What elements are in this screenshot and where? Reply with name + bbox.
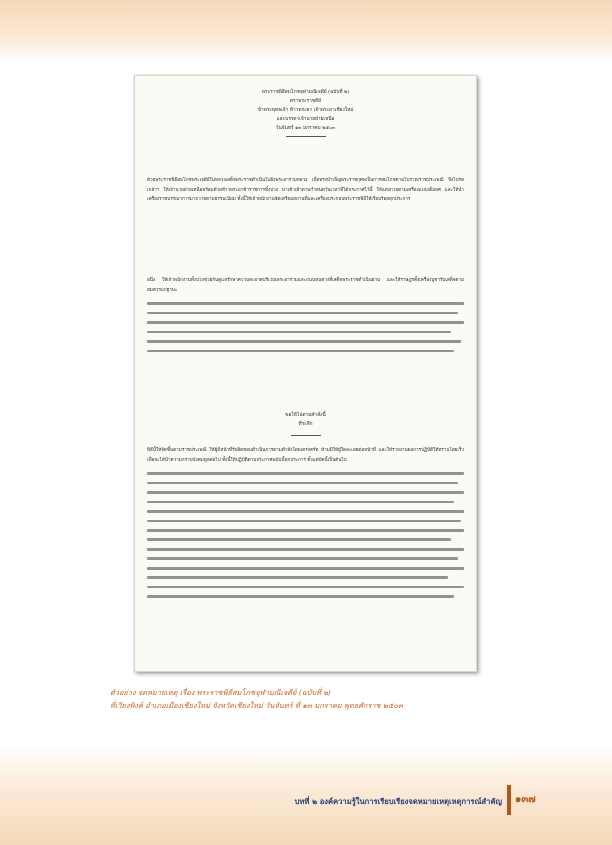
top-decorative-band [0, 0, 612, 62]
text-line [147, 595, 454, 598]
text-line [147, 340, 461, 343]
document-mid-heading: ขอให้ไปตามคำสั่งนี้ [285, 413, 326, 418]
text-line [147, 312, 458, 315]
document-subheading-3: และบรรดาเจ้านายฝ่ายเหนือ [276, 117, 335, 122]
document-heading: พระราชพิธีสมโภชจุฬามณีเจดีย์ (ฉบับที่ ๒) [261, 90, 350, 95]
text-line [147, 472, 464, 475]
document-paragraph-3: พิธีนี้ให้จัดขึ้นตามราชประเพณี ให้ผู้มีหน้าที่รับผิดชอบดำเนินการตามคำสั่งโดยเคร่งครัด ห้ามมิให้ผู้ใดละเลยต่อหน้าที่ และให้รายงานผลการปฏิบัติให้ทราบโดยเร็ว เพื่อจะได้นำความกราบบังคมทูลต่อไป ทั้งนี้ให้ปฏิบัติตามประกาศฉบับนี้ทุกประการ ตั้งแต่บัดนี้เป็นต้นไป [147, 448, 464, 463]
document-body-3 [147, 446, 464, 598]
document-subheading-2: ข้าพระพุทธเจ้า ท้าวพระยา เจ้าพระยาเชียงใหม่ [257, 108, 354, 113]
document-body-1 [147, 176, 464, 205]
text-line [147, 557, 458, 560]
document-subheading-1: ตราพระราชสีห์ [289, 99, 322, 104]
text-line [147, 586, 464, 589]
document-paragraph-2: อนึ่ง ให้เจ้าพนักงานทั้งปวงช่วยกันดูแลรักษาความสะอาดบริเวณพระอารามและถนนหนทางที่เสด็จพระราชดำเนินผ่าน และให้ราษฎรตั้งเครื่องบูชารับเสด็จตามสมควรแก่ฐานะ [147, 278, 464, 293]
text-line [147, 510, 464, 513]
document-scan [134, 75, 477, 672]
mid-rule [291, 435, 321, 436]
text-line [147, 576, 448, 579]
text-line [147, 501, 454, 504]
page-number: ๑๓๗ [515, 794, 536, 805]
text-line [147, 331, 451, 334]
caption-line-2: ที่เวียงพิงค์ อำเภอเมืองเชียงใหม่ จังหวัดเชียงใหม่ วันจันทร์ ที่ ๑๓ มกราคม พุทธศักราช ๒๕๐๓ [110, 701, 403, 710]
header-rule [286, 136, 326, 137]
text-line [147, 302, 464, 305]
figure-caption [110, 686, 530, 712]
text-line [147, 567, 464, 570]
document-body-2 [147, 276, 464, 352]
text-line [147, 520, 461, 523]
text-line [147, 482, 458, 485]
document-paragraph-1: ด้วยพระราชพิธีสมโภชพระเจดีย์ในหลวงเสด็จพระราชดำเนินไปยังพระอารามหลวง เพื่อทรงบำเพ็ญพระราชกุศลเป็นการสมโภชตามโบราณราชประเพณี จึงโปรดเกล้าฯ ให้เจ้านายฝ่ายเหนือพร้อมด้วยท้าวพระยาข้าราชการทั้งปวง มาเข้าเฝ้าตามกำหนดวันเวลาที่ได้ประกาศไว้นี้ ให้แต่งกายตามเครื่องแบบเต็มยศ และให้นำเครื่องราชบรรณาการมาถวายตามธรรมเนียม ทั้งนี้ให้เจ้าพนักงานจัดเตรียมสถานที่และเครื่องประกอบพระราชพิธีให้เรียบร้อยทุกประการ [147, 178, 464, 203]
text-line [147, 548, 464, 551]
text-line [147, 538, 451, 541]
caption-line-1: ตัวอย่าง จดหมายเหตุ เรื่อง พระราชพิธีสมโภชจุฬามณีเจดีย์ (ฉบับที่ ๒) [110, 688, 332, 697]
text-line [147, 491, 464, 494]
text-line [147, 529, 464, 532]
document-header [165, 88, 446, 137]
document-mid-section [147, 411, 464, 436]
document-date-line: วันจันทร์ ๑๓ มกราคม ๒๕๐๓ [275, 126, 336, 131]
chapter-footer-text: บทที่ ๒ องค์ความรู้ในการเรียบเรียงจดหมายเหตุเหตุการณ์สำคัญ [294, 797, 502, 806]
text-line [147, 321, 464, 324]
text-line [147, 350, 454, 353]
document-mid-subheading: ที่ระลึก [298, 422, 313, 427]
footer-divider [507, 785, 511, 815]
